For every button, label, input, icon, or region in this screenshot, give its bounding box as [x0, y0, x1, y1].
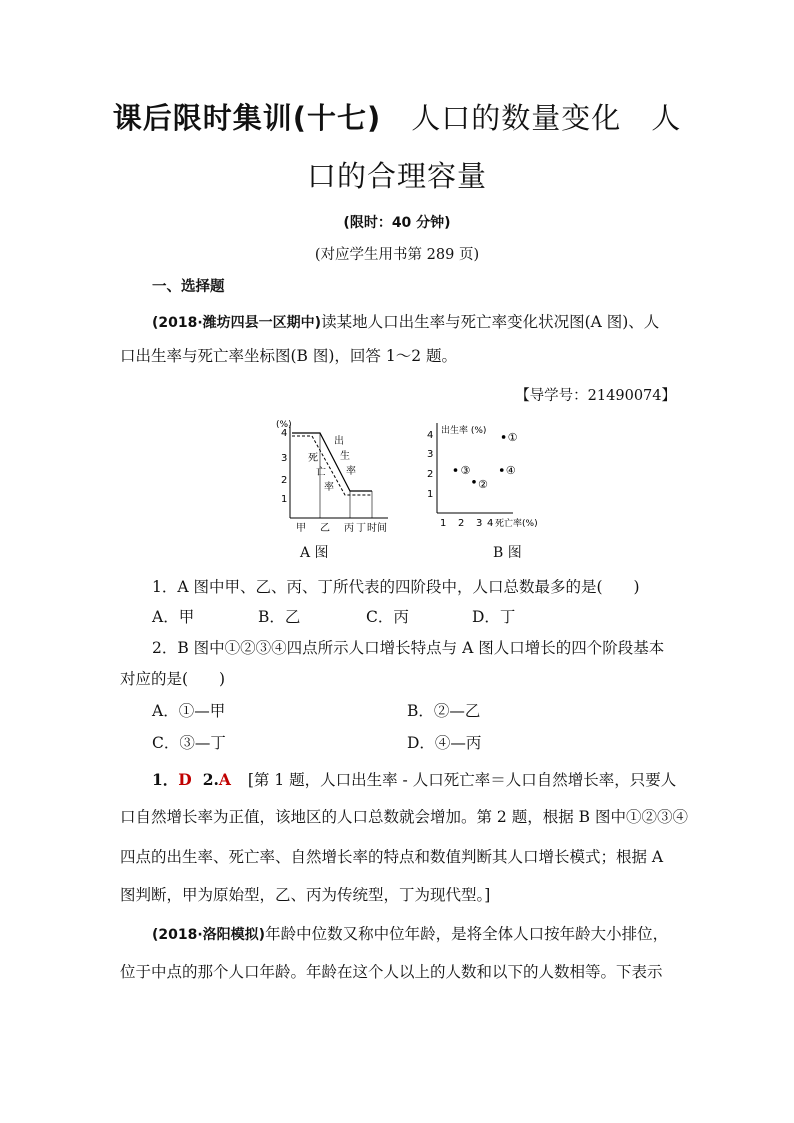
question-2-line-2: 对应的是( ): [120, 670, 226, 688]
fig-a-birth-label: 出: [334, 436, 344, 447]
fig-b-point: [472, 480, 476, 484]
fig-b-ytick: 2: [427, 469, 434, 480]
fig-a-xlabel: 乙: [320, 523, 330, 534]
q2-option-c: C．③—丁: [152, 734, 226, 752]
fig-b-point-label: ④: [505, 464, 516, 478]
q2-option-b: B．②—乙: [407, 702, 481, 720]
answer-explanation-1: [第 1 题，人口出生率 - 人口死亡率＝人口自然增长率，只要人: [247, 771, 677, 789]
q1-option-b: B．乙: [258, 608, 301, 626]
fig-b-point-label: ③: [460, 464, 471, 478]
time-limit: (限时：40 分钟): [343, 215, 451, 231]
figure-a: [268, 413, 398, 535]
stem-text-1: 读某地人口出生率与死亡率变化状况图(A 图)、人: [321, 313, 660, 331]
stem-line-2: 口出生率与死亡率坐标图(B 图)，回答 1～2 题。: [120, 347, 457, 365]
fig-b-xtick: 4: [487, 518, 494, 529]
fig-b-xtick: 3: [476, 518, 483, 529]
q1-option-d: D．丁: [472, 608, 516, 626]
fig-a-birth-label: 生: [340, 451, 350, 462]
q1-option-c: C．丙: [366, 608, 409, 626]
page-title-line2: 口的合理容量: [306, 159, 487, 193]
stem-line-1: [152, 310, 676, 332]
fig-b-xlabel: 死亡率(%): [495, 519, 538, 529]
next-stem-line-1: [152, 922, 676, 944]
fig-a-death-label: 率: [324, 482, 334, 493]
figure-b: [415, 413, 560, 535]
fig-a-ytick: 4: [281, 428, 288, 439]
fig-a-xlabel: 甲: [296, 523, 306, 534]
book-reference: (对应学生用书第 289 页): [314, 247, 480, 263]
fig-a-ytick: 1: [281, 494, 288, 505]
fig-a-death-label: 死: [308, 453, 318, 464]
fig-b-point: [502, 435, 506, 439]
question-2-line-1: 2．B 图中①②③④四点所示人口增长特点与 A 图人口增长的四个阶段基本: [152, 639, 665, 657]
fig-a-xlabel: 丙: [344, 523, 354, 534]
q1-option-a: A．甲: [152, 608, 195, 626]
fig-b-point-label: ②: [478, 477, 488, 491]
title-series: 课后限时集训(十七): [112, 101, 382, 135]
answer-2-number: 2.: [202, 770, 219, 789]
fig-b-caption: B 图: [493, 545, 522, 561]
stem-source: (2018·潍坊四县一区期中): [152, 315, 322, 331]
question-1: 1．A 图中甲、乙、丙、丁所代表的四阶段中，人口总数最多的是( ): [152, 578, 640, 596]
answer-2-letter: A: [218, 770, 231, 789]
fig-a-death-label: 亡: [316, 467, 326, 478]
fig-a-ytick: 3: [281, 453, 288, 464]
next-stem-source: (2018·洛阳模拟): [152, 927, 266, 943]
fig-b-ytick: 4: [427, 430, 434, 441]
guide-number: 【导学号：21490074】: [515, 388, 676, 404]
answer-1-letter: D: [178, 770, 192, 789]
section-heading: 一、选择题: [152, 279, 225, 295]
answer-explanation-3: 四点的出生率、死亡率、自然增长率的特点和数值判断其人口增长模式；根据 A: [120, 848, 664, 866]
page-title: [0, 96, 794, 137]
fig-a-xlabel: 丁: [356, 523, 366, 534]
answer-explanation-2: 口自然增长率为正值，该地区的人口总数就会增加。第 2 题，根据 B 图中①②③④: [120, 808, 688, 826]
fig-b-point-label: ①: [507, 430, 518, 444]
fig-a-xlabel: 时间: [367, 523, 387, 534]
fig-b-xtick: 2: [458, 518, 465, 529]
next-stem-text-1: 年龄中位数又称中位年龄，是将全体人口按年龄大小排位，: [265, 925, 669, 943]
fig-b-point: [454, 468, 458, 472]
answer-line-1: [152, 768, 676, 790]
fig-b-ylabel: 出生率 (%): [441, 426, 487, 436]
fig-b-points: [454, 431, 518, 491]
answer-explanation-4: 图判断，甲为原始型，乙、丙为传统型，丁为现代型。]: [120, 886, 491, 904]
fig-b-point: [500, 468, 504, 472]
q2-option-d: D．④—丙: [407, 734, 482, 752]
next-stem-line-2: 位于中点的那个人口年龄。年龄在这个人以上的人数和以下的人数相等。下表示: [120, 963, 663, 981]
fig-a-caption: A 图: [300, 545, 329, 561]
fig-b-ytick: 1: [427, 489, 434, 500]
fig-b-xtick: 1: [440, 518, 447, 529]
answer-1-number: 1．: [152, 770, 179, 789]
fig-a-birth-label: 率: [346, 466, 356, 477]
q2-option-a: A．①—甲: [152, 702, 226, 720]
fig-a-ytick: 2: [281, 475, 288, 486]
title-topic: 人口的数量变化 人: [411, 101, 682, 135]
fig-b-ytick: 3: [427, 449, 434, 460]
fig-a-unit: (%): [276, 420, 292, 430]
